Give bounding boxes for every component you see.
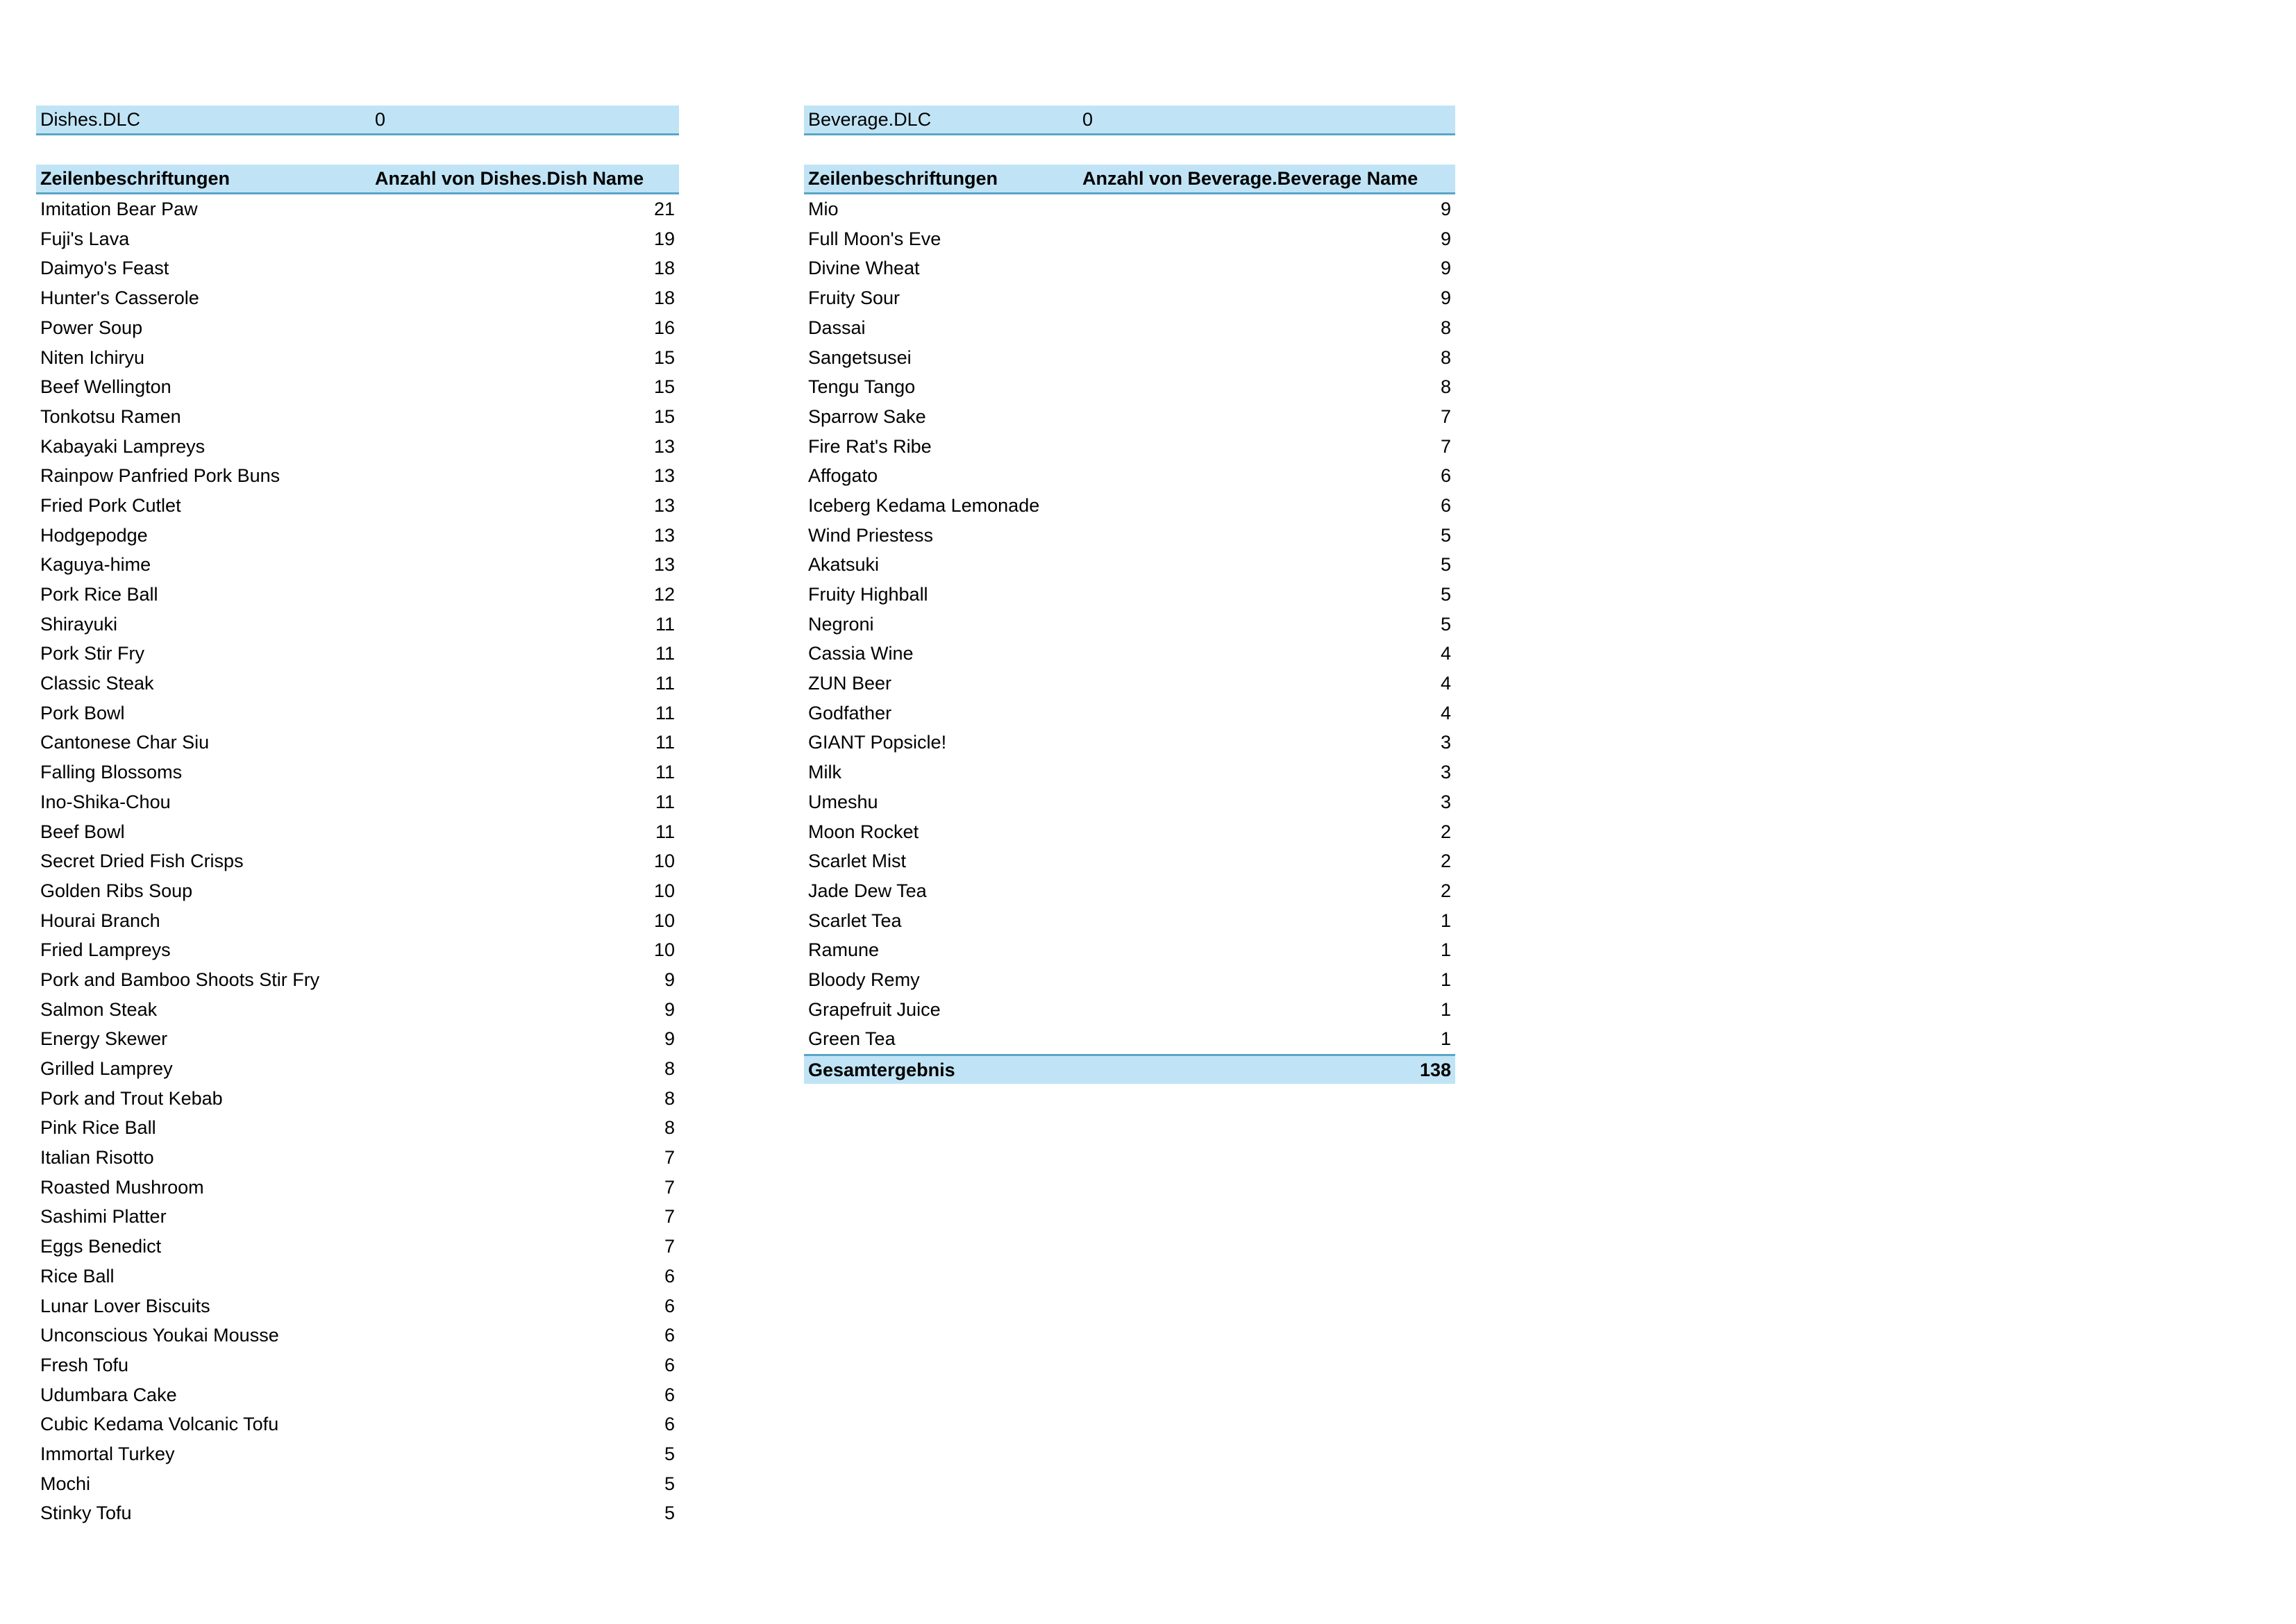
beverage-row-count[interactable]: 1 [1440,910,1451,931]
beverage-row-name[interactable]: Bloody Remy [808,969,920,990]
dish-row-name[interactable]: Udumbara Cake [40,1384,177,1405]
beverage-row-count[interactable]: 4 [1440,643,1451,664]
dish-row-name[interactable]: Tonkotsu Ramen [40,405,181,427]
dish-table-row[interactable] [36,728,679,757]
beverage-pivot-table [804,106,1455,1084]
beverage-table-row[interactable] [804,1024,1455,1054]
dish-row-count[interactable]: 13 [653,494,675,516]
dishes-spacer [36,135,679,165]
dish-row-count[interactable]: 6 [664,1354,675,1375]
dish-row-count[interactable]: 11 [655,821,675,842]
beverage-row-count[interactable]: 9 [1440,228,1451,249]
beverage-row-count[interactable]: 1 [1440,1028,1451,1050]
dish-table-row[interactable] [36,1380,679,1410]
dish-row-name[interactable]: Beef Bowl [40,821,125,842]
dish-row-count[interactable]: 13 [653,554,675,576]
dish-row-count[interactable]: 13 [653,435,675,457]
dish-table-row[interactable] [36,1024,679,1054]
dishes-filter-value[interactable]: 0 [375,108,386,130]
dish-row-name[interactable]: Unconscious Youkai Mousse [40,1325,279,1346]
beverage-table-row[interactable] [804,521,1455,551]
dish-row-count[interactable]: 21 [653,199,675,220]
dish-row-name[interactable]: Hodgepodge [40,524,148,546]
dish-row-name[interactable]: Pork and Trout Kebab [40,1087,223,1109]
dish-table-row[interactable] [36,906,679,936]
dish-table-row[interactable] [36,1321,679,1350]
beverage-table-body [804,194,1455,1054]
dish-table-row[interactable] [36,757,679,787]
dish-table-row[interactable] [36,995,679,1025]
dish-row-count[interactable]: 19 [653,228,675,249]
dish-row-count[interactable]: 10 [653,939,675,961]
beverage-total-value: 138 [1419,1059,1451,1080]
dish-row-name[interactable]: Roasted Mushroom [40,1176,204,1198]
beverage-table-row[interactable] [804,876,1455,906]
dish-row-count[interactable]: 11 [655,762,675,783]
beverage-row-count[interactable]: 3 [1440,791,1451,812]
dish-table-row[interactable] [36,1113,679,1143]
dish-table-row[interactable] [36,639,679,669]
dish-table-row[interactable] [36,491,679,521]
dish-table-row[interactable] [36,1202,679,1232]
dish-table-row[interactable] [36,669,679,698]
dish-row-name[interactable]: Immortal Turkey [40,1443,175,1464]
dish-row-name[interactable]: Ino-Shika-Chou [40,791,171,812]
beverage-table-row[interactable] [804,817,1455,847]
dish-row-name[interactable]: Cubic Kedama Volcanic Tofu [40,1414,279,1435]
dish-row-count[interactable]: 6 [664,1414,675,1435]
dish-row-name[interactable]: Pork Bowl [40,702,125,723]
dish-row-name[interactable]: Energy Skewer [40,1028,168,1050]
dish-row-name[interactable]: Power Soup [40,317,143,338]
beverage-table-row[interactable] [804,491,1455,521]
dish-row-count[interactable]: 5 [664,1502,675,1524]
dish-table-row[interactable] [36,1439,679,1469]
dish-row-count[interactable]: 13 [653,465,675,487]
dishes-row-labels-header[interactable]: Zeilenbeschriftungen [40,167,231,189]
beverage-table-row[interactable] [804,757,1455,787]
dish-row-count[interactable]: 11 [655,673,675,694]
beverage-table-row[interactable] [804,935,1455,965]
beverage-row-count[interactable]: 9 [1440,258,1451,279]
dish-row-name[interactable]: Pork and Bamboo Shoots Stir Fry [40,969,320,990]
beverage-row-count[interactable]: 7 [1440,405,1451,427]
dish-table-row[interactable] [36,343,679,373]
beverage-table-row[interactable] [804,698,1455,728]
beverage-row-count[interactable]: 5 [1440,613,1451,635]
beverage-row-name[interactable]: Ramune [808,939,880,961]
beverage-table-row[interactable] [804,846,1455,876]
beverage-row-name[interactable]: Green Tea [808,1028,896,1050]
dish-row-name[interactable]: Pork Rice Ball [40,584,158,605]
dish-row-name[interactable]: Niten Ichiryu [40,346,145,368]
dish-row-count[interactable]: 7 [664,1236,675,1257]
beverage-row-name[interactable]: Negroni [808,613,874,635]
dish-row-count[interactable]: 8 [664,1117,675,1139]
beverage-total-label: Gesamtergebnis [808,1059,955,1080]
beverage-table-row[interactable] [804,194,1455,224]
beverage-row-count[interactable]: 9 [1440,199,1451,220]
dish-row-count[interactable]: 15 [653,346,675,368]
beverage-row-name[interactable]: Fruity Highball [808,584,928,605]
beverage-row-count[interactable]: 5 [1440,584,1451,605]
beverage-row-count[interactable]: 1 [1440,939,1451,961]
dish-row-count[interactable]: 16 [653,317,675,338]
beverage-table-row[interactable] [804,728,1455,757]
beverage-row-count[interactable]: 6 [1440,494,1451,516]
dish-row-count[interactable]: 11 [655,613,675,635]
beverage-table-row[interactable] [804,550,1455,580]
dish-row-count[interactable]: 11 [655,643,675,664]
beverage-row-name[interactable]: Moon Rocket [808,821,919,842]
beverage-row-name[interactable]: Fruity Sour [808,287,900,309]
beverage-table-row[interactable] [804,965,1455,995]
dish-row-count[interactable]: 18 [653,287,675,309]
beverage-row-count[interactable]: 9 [1440,287,1451,309]
beverage-table-row[interactable] [804,343,1455,373]
dish-row-count[interactable]: 11 [655,791,675,812]
beverage-row-count[interactable]: 4 [1440,702,1451,723]
dish-table-row[interactable] [36,313,679,343]
dish-row-count[interactable]: 9 [664,998,675,1020]
dish-row-name[interactable]: Kaguya-hime [40,554,151,576]
dish-row-count[interactable]: 18 [653,258,675,279]
dish-table-row[interactable] [36,194,679,224]
dish-table-row[interactable] [36,846,679,876]
beverage-table-row[interactable] [804,372,1455,402]
dish-row-name[interactable]: Secret Dried Fish Crisps [40,851,244,872]
dish-row-name[interactable]: Italian Risotto [40,1147,154,1169]
beverage-filter-value[interactable]: 0 [1082,108,1093,130]
beverage-row-count[interactable]: 3 [1440,762,1451,783]
dish-row-count[interactable]: 6 [664,1384,675,1405]
beverage-filter-row[interactable] [804,106,1455,135]
dish-table-row[interactable] [36,372,679,402]
beverage-row-name[interactable]: Dassai [808,317,866,338]
dish-row-name[interactable]: Imitation Bear Paw [40,199,198,220]
dish-row-name[interactable]: Golden Ribs Soup [40,880,193,901]
beverage-row-count[interactable]: 3 [1440,732,1451,753]
dish-row-count[interactable]: 10 [653,880,675,901]
beverage-row-name[interactable]: Mio [808,199,839,220]
dish-table-row[interactable] [36,461,679,491]
beverage-table-row[interactable] [804,787,1455,817]
dish-table-row[interactable] [36,1498,679,1528]
beverage-row-name[interactable]: Sangetsusei [808,346,912,368]
dish-table-row[interactable] [36,1054,679,1084]
dish-row-count[interactable]: 8 [664,1058,675,1079]
dish-table-row[interactable] [36,1262,679,1291]
beverage-row-name[interactable]: Wind Priestess [808,524,934,546]
beverage-row-count[interactable]: 8 [1440,346,1451,368]
dish-row-count[interactable]: 9 [664,1028,675,1050]
beverage-row-name[interactable]: Tengu Tango [808,376,916,398]
dish-table-row[interactable] [36,935,679,965]
beverage-table-row[interactable] [804,253,1455,283]
dish-table-row[interactable] [36,550,679,580]
beverage-row-count[interactable]: 8 [1440,317,1451,338]
dish-row-name[interactable]: Fresh Tofu [40,1354,129,1375]
dish-row-name[interactable]: Falling Blossoms [40,762,183,783]
dish-table-row[interactable] [36,224,679,254]
beverage-row-name[interactable]: Grapefruit Juice [808,998,941,1020]
beverage-spacer [804,135,1455,165]
beverage-row-count[interactable]: 1 [1440,998,1451,1020]
beverage-count-header[interactable]: Anzahl von Beverage.Beverage Name [1082,167,1418,189]
beverage-row-name[interactable]: Divine Wheat [808,258,920,279]
dish-row-count[interactable]: 15 [653,376,675,398]
beverage-table-row[interactable] [804,461,1455,491]
dish-table-row[interactable] [36,1409,679,1439]
dishes-header-row[interactable] [36,165,679,194]
dish-row-name[interactable]: Salmon Steak [40,998,158,1020]
dish-row-name[interactable]: Fried Lampreys [40,939,171,961]
dish-row-count[interactable]: 7 [664,1206,675,1228]
beverage-row-count[interactable]: 2 [1440,851,1451,872]
dish-table-row[interactable] [36,787,679,817]
dish-row-count[interactable]: 11 [655,702,675,723]
dish-row-count[interactable]: 6 [664,1325,675,1346]
dish-row-count[interactable]: 8 [664,1087,675,1109]
beverage-table-row[interactable] [804,580,1455,610]
dish-row-name[interactable]: Classic Steak [40,673,154,694]
dish-row-name[interactable]: Kabayaki Lampreys [40,435,206,457]
beverage-row-name[interactable]: Affogato [808,465,878,487]
dish-row-count[interactable]: 10 [653,851,675,872]
dish-row-count[interactable]: 11 [655,732,675,753]
dish-table-row[interactable] [36,965,679,995]
dish-table-row[interactable] [36,283,679,313]
dish-table-row[interactable] [36,876,679,906]
beverage-table-row[interactable] [804,669,1455,698]
dish-table-row[interactable] [36,1350,679,1380]
beverage-row-name[interactable]: Cassia Wine [808,643,914,664]
dish-row-name[interactable]: Fuji's Lava [40,228,130,249]
dishes-table-body [36,194,679,1528]
dish-row-name[interactable]: Sashimi Platter [40,1206,167,1228]
dish-row-name[interactable]: Lunar Lover Biscuits [40,1295,210,1316]
beverage-row-count[interactable]: 1 [1440,969,1451,990]
dishes-pivot-table [36,106,679,1528]
dish-table-row[interactable] [36,1173,679,1203]
dish-row-name[interactable]: Grilled Lamprey [40,1058,173,1079]
dishes-count-header[interactable]: Anzahl von Dishes.Dish Name [375,167,644,189]
dish-row-name[interactable]: Shirayuki [40,613,118,635]
dish-table-row[interactable] [36,817,679,847]
beverage-row-count[interactable]: 4 [1440,673,1451,694]
dish-row-count[interactable]: 13 [653,524,675,546]
beverage-row-count[interactable]: 2 [1440,821,1451,842]
dish-row-name[interactable]: Pink Rice Ball [40,1117,156,1139]
dishes-filter-label: Dishes.DLC [40,108,141,130]
dish-row-name[interactable]: Pork Stir Fry [40,643,145,664]
beverage-row-count[interactable]: 5 [1440,554,1451,576]
dish-table-row[interactable] [36,1143,679,1173]
dish-row-name[interactable]: Rainpow Panfried Pork Buns [40,465,280,487]
beverage-row-name[interactable]: ZUN Beer [808,673,892,694]
beverage-row-count[interactable]: 8 [1440,376,1451,398]
beverage-filter-label: Beverage.DLC [808,108,932,130]
dish-row-count[interactable]: 10 [653,910,675,931]
dish-table-row[interactable] [36,521,679,551]
beverage-table-row[interactable] [804,432,1455,462]
dish-table-row[interactable] [36,1084,679,1114]
dish-row-count[interactable]: 7 [664,1147,675,1169]
dish-table-row[interactable] [36,402,679,432]
beverage-row-name[interactable]: Scarlet Mist [808,851,907,872]
dish-row-count[interactable]: 6 [664,1295,675,1316]
beverage-table-row[interactable] [804,402,1455,432]
dish-row-name[interactable]: Stinky Tofu [40,1502,132,1524]
beverage-row-name[interactable]: Scarlet Tea [808,910,902,931]
dish-table-row[interactable] [36,698,679,728]
beverage-row-name[interactable]: GIANT Popsicle! [808,732,947,753]
beverage-table-row[interactable] [804,995,1455,1025]
dish-row-count[interactable]: 5 [664,1473,675,1494]
dishes-filter-row[interactable] [36,106,679,135]
beverage-row-labels-header[interactable]: Zeilenbeschriftungen [808,167,998,189]
dish-table-row[interactable] [36,253,679,283]
dish-table-row[interactable] [36,432,679,462]
dish-row-name[interactable]: Hunter's Casserole [40,287,199,309]
beverage-row-count[interactable]: 7 [1440,435,1451,457]
beverage-row-count[interactable]: 6 [1440,465,1451,487]
beverage-row-count[interactable]: 2 [1440,880,1451,901]
dish-row-name[interactable]: Fried Pork Cutlet [40,494,181,516]
beverage-table-row[interactable] [804,639,1455,669]
dish-row-count[interactable]: 15 [653,405,675,427]
beverage-row-name[interactable]: Full Moon's Eve [808,228,941,249]
beverage-row-name[interactable]: Sparrow Sake [808,405,926,427]
dish-table-row[interactable] [36,580,679,610]
beverage-table-row[interactable] [804,224,1455,254]
dish-table-row[interactable] [36,1232,679,1262]
dish-row-count[interactable]: 9 [664,969,675,990]
beverage-row-name[interactable]: Milk [808,762,841,783]
beverage-row-name[interactable]: Jade Dew Tea [808,880,927,901]
beverage-table-row[interactable] [804,313,1455,343]
beverage-row-name[interactable]: Umeshu [808,791,878,812]
dish-table-row[interactable] [36,610,679,639]
dish-row-name[interactable]: Rice Ball [40,1265,115,1287]
beverage-table-row[interactable] [804,610,1455,639]
dish-row-name[interactable]: Daimyo's Feast [40,258,169,279]
dish-row-count[interactable]: 5 [664,1443,675,1464]
dish-row-count[interactable]: 7 [664,1176,675,1198]
dish-row-count[interactable]: 6 [664,1265,675,1287]
beverage-row-name[interactable]: Akatsuki [808,554,880,576]
beverage-row-name[interactable]: Fire Rat's Ribe [808,435,932,457]
beverage-total-row[interactable] [804,1054,1455,1084]
beverage-table-row[interactable] [804,906,1455,936]
dish-row-count[interactable]: 12 [653,584,675,605]
dish-table-row[interactable] [36,1469,679,1499]
dish-row-name[interactable]: Hourai Branch [40,910,160,931]
beverage-header-row[interactable] [804,165,1455,194]
dish-row-name[interactable]: Mochi [40,1473,91,1494]
beverage-row-name[interactable]: Godfather [808,702,892,723]
beverage-row-count[interactable]: 5 [1440,524,1451,546]
dish-row-name[interactable]: Beef Wellington [40,376,171,398]
beverage-row-name[interactable]: Iceberg Kedama Lemonade [808,494,1040,516]
dish-table-row[interactable] [36,1291,679,1321]
dish-row-name[interactable]: Cantonese Char Siu [40,732,210,753]
dish-row-name[interactable]: Eggs Benedict [40,1236,162,1257]
beverage-table-row[interactable] [804,283,1455,313]
